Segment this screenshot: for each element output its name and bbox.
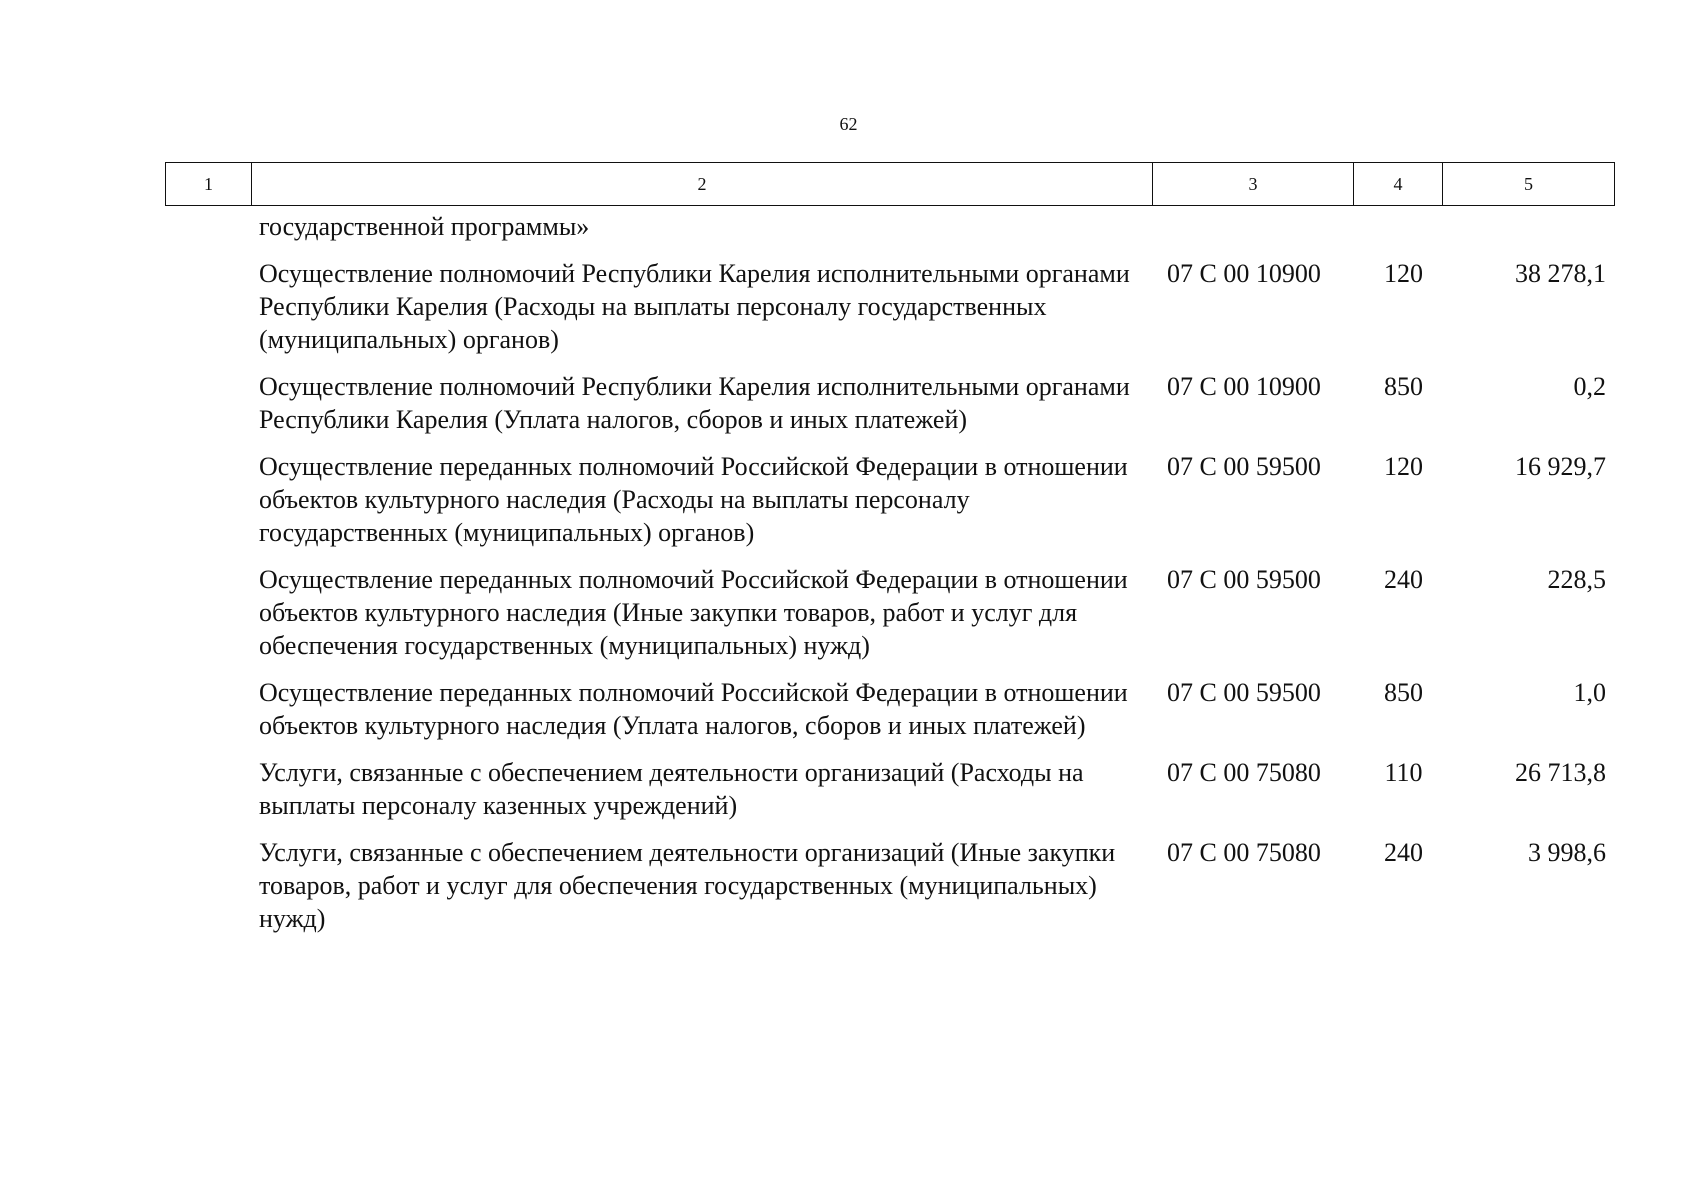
column-header-4: 4: [1354, 163, 1443, 206]
expense-type-code: 110: [1384, 758, 1423, 787]
expense-name: Услуги, связанные с обеспечением деятельности организаций (Иные закупки товаров, работ и услуг для обеспечения государственных (муниципальных) нужд): [259, 838, 1116, 933]
expense-type-code: 240: [1384, 838, 1423, 867]
amount: 26 713,8: [1515, 758, 1606, 787]
table-row: [165, 756, 1614, 822]
expense-type-code: 120: [1384, 259, 1423, 288]
column-header-2: 2: [252, 163, 1153, 206]
target-article-code: 07 С 00 10900: [1167, 372, 1321, 401]
expense-name: Осуществление полномочий Республики Карелия исполнительными органами Республики Карелия (Расходы на выплаты персоналу государственных (муниципальных) органов): [259, 259, 1130, 354]
expense-name: Осуществление переданных полномочий Российской Федерации в отношении объектов культурного наследия (Иные закупки товаров, работ и услуг для обеспечения государственных (муниципальных) нужд): [259, 565, 1128, 660]
amount: 0,2: [1573, 372, 1606, 401]
target-article-code: 07 С 00 10900: [1167, 259, 1321, 288]
target-article-code: 07 С 00 59500: [1167, 452, 1321, 481]
table-row: [165, 210, 1614, 243]
expense-name: Осуществление полномочий Республики Карелия исполнительными органами Республики Карелия (Уплата налогов, сборов и иных платежей): [259, 372, 1130, 434]
amount: 16 929,7: [1515, 452, 1606, 481]
amount: 1,0: [1573, 678, 1606, 707]
column-header-1: 1: [166, 163, 252, 206]
expense-type-code: 240: [1384, 565, 1423, 594]
budget-rows: [165, 210, 1614, 949]
page-number: 62: [839, 114, 858, 134]
target-article-code: 07 С 00 75080: [1167, 838, 1321, 867]
table-row: [165, 370, 1614, 436]
expense-type-code: 850: [1384, 372, 1423, 401]
expense-name: Осуществление переданных полномочий Российской Федерации в отношении объектов культурного наследия (Уплата налогов, сборов и иных платежей): [259, 678, 1128, 740]
amount: 38 278,1: [1515, 259, 1606, 288]
column-header-table: [165, 162, 1615, 206]
expense-name: государственной программы»: [259, 212, 590, 241]
amount: 228,5: [1547, 565, 1606, 594]
amount: 3 998,6: [1528, 838, 1606, 867]
target-article-code: 07 С 00 59500: [1167, 565, 1321, 594]
column-header-5: 5: [1443, 163, 1615, 206]
table-row: [165, 450, 1614, 549]
table-row: [165, 836, 1614, 935]
expense-name: Услуги, связанные с обеспечением деятельности организаций (Расходы на выплаты персоналу казенных учреждений): [259, 758, 1084, 820]
table-row: [165, 676, 1614, 742]
expense-name: Осуществление переданных полномочий Российской Федерации в отношении объектов культурного наследия (Расходы на выплаты персоналу государственных (муниципальных) органов): [259, 452, 1128, 547]
expense-type-code: 850: [1384, 678, 1423, 707]
table-row: [165, 563, 1614, 662]
column-header-3: 3: [1153, 163, 1354, 206]
column-number-row: [166, 163, 1615, 206]
expense-type-code: 120: [1384, 452, 1423, 481]
target-article-code: 07 С 00 59500: [1167, 678, 1321, 707]
table-row: [165, 257, 1614, 356]
target-article-code: 07 С 00 75080: [1167, 758, 1321, 787]
